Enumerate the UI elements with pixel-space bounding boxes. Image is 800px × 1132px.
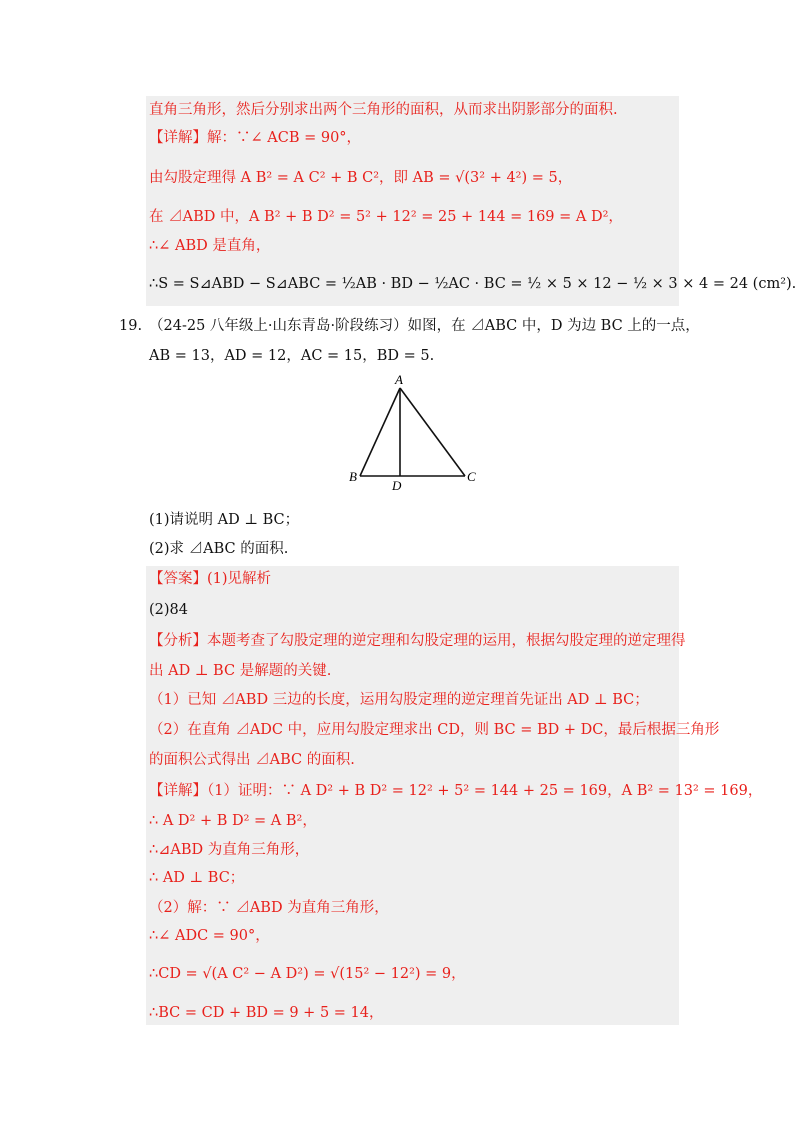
answer-line: （2）在直角 ⊿ADC 中，应用勾股定理求出 CD，则 BC = BD + DC，最后根据三角形 — [149, 722, 720, 738]
question-part: (2)求 ⊿ABC 的面积. — [149, 541, 289, 557]
answer-line: (2)84 — [149, 602, 188, 618]
answer-line: （1）已知 ⊿ABD 三边的长度，运用勾股定理的逆定理首先证出 AD ⊥ BC； — [149, 692, 649, 708]
label-A: A — [395, 372, 403, 387]
solution-line: 由勾股定理得 A B² = A C² + B C²，即 AB = √(3² + 4²) = 5， — [149, 170, 573, 186]
question-text: AB = 13，AD = 12，AC = 15，BD = 5. — [149, 348, 435, 364]
answer-line: 出 AD ⊥ BC 是解题的关键. — [149, 663, 332, 679]
answer-line: 的面积公式得出 ⊿ABC 的面积. — [149, 752, 355, 768]
solution-line: 在 ⊿ABD 中，A B² + B D² = 5² + 12² = 25 + 144 = 169 = A D²， — [149, 209, 623, 225]
question-number: 19. — [119, 318, 143, 334]
answer-line: 【分析】本题考查了勾股定理的逆定理和勾股定理的运用，根据勾股定理的逆定理得 — [149, 633, 686, 649]
answer-line: ∴∠ ADC = 90°， — [149, 928, 270, 944]
question-text: （24-25 八年级上·山东青岛·阶段练习）如图，在 ⊿ABC 中，D 为边 BC 上的一点， — [149, 318, 700, 334]
answer-line: 【答案】(1)见解析 — [149, 571, 272, 587]
solution-line: ∴∠ ABD 是直角， — [149, 238, 271, 254]
answer-line: ∴ AD ⊥ BC； — [149, 870, 245, 886]
answer-line: ∴ A D² + B D² = A B²， — [149, 813, 317, 829]
solution-line: 【详解】解：∵∠ ACB = 90°， — [149, 130, 362, 146]
label-B: B — [349, 469, 357, 484]
answer-line: ∴CD = √(A C² − A D²) = √(15² − 12²) = 9， — [149, 966, 466, 982]
label-C: C — [467, 469, 476, 484]
answer-line: ∴BC = CD + BD = 9 + 5 = 14， — [149, 1005, 384, 1021]
answer-line: （2）解：∵ ⊿ABD 为直角三角形， — [149, 900, 389, 916]
solution-line: ∴S = S⊿ABD − S⊿ABC = ½AB · BD − ½AC · BC = ½ × 5 × 12 − ½ × 3 × 4 = 24 (cm²). — [149, 276, 797, 292]
label-D: D — [392, 478, 402, 493]
answer-line: ∴⊿ABD 为直角三角形， — [149, 842, 310, 858]
question-part: (1)请说明 AD ⊥ BC； — [149, 512, 300, 528]
solution-line: 直角三角形，然后分别求出两个三角形的面积，从而求出阴影部分的面积. — [149, 102, 618, 118]
answer-line: 【详解】（1）证明：∵ A D² + B D² = 12² + 5² = 144 + 25 = 169，A B² = 13² = 169， — [149, 783, 763, 799]
